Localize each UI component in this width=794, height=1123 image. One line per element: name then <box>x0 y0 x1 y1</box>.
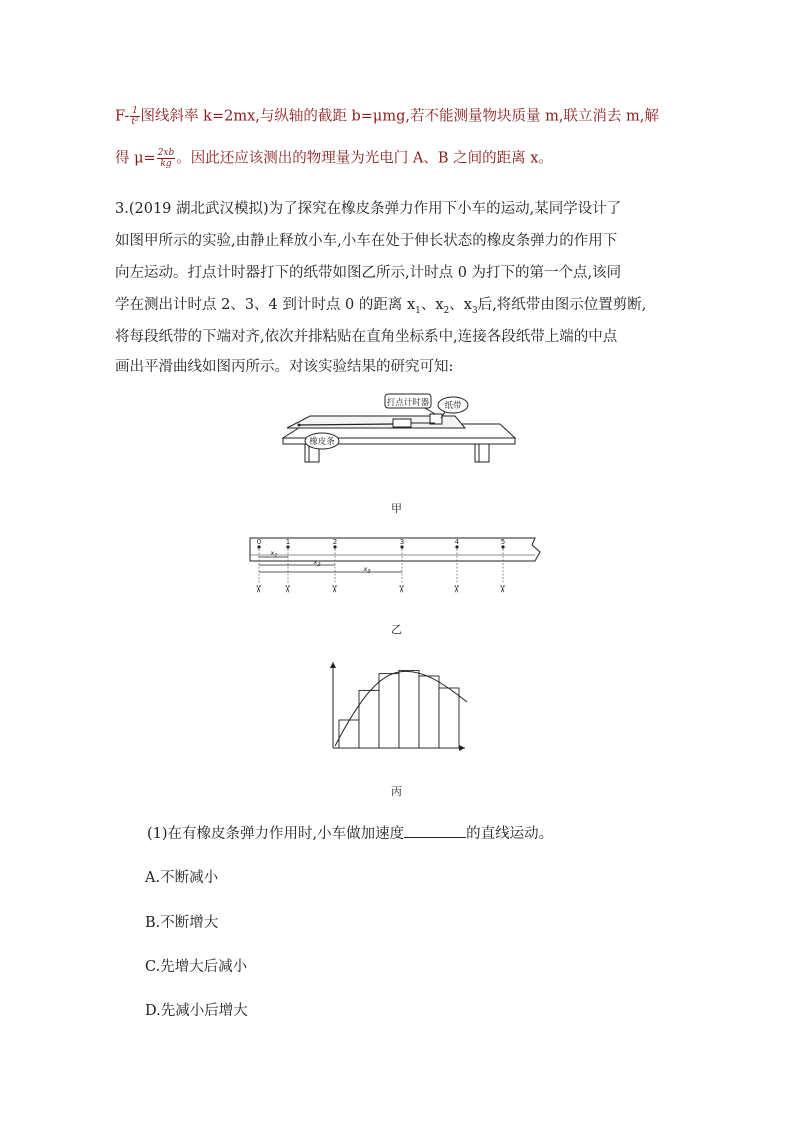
figure-yi-tape <box>245 535 550 600</box>
fraction-denominator: t² <box>131 117 139 127</box>
question-line-4-a: 学在测出计时点 2、3、4 到计时点 0 的距离 x <box>115 297 416 313</box>
caption-bing: 丙 <box>391 785 402 798</box>
subscript-2: 2 <box>443 305 450 316</box>
x3-label: $x_3$ <box>363 565 371 575</box>
x2-label: $x_2$ <box>313 558 321 568</box>
subscript-1: 1 <box>415 305 421 316</box>
scissors-icon: ✂ <box>252 584 263 594</box>
x-axis-arrow <box>459 745 465 751</box>
bar-2 <box>379 674 399 748</box>
fraction-numerator: 2xb <box>157 148 175 158</box>
question-line-4-b: 、x <box>420 297 444 313</box>
bar-1 <box>359 690 379 748</box>
caption-yi: 乙 <box>391 623 402 636</box>
option-c: C.先增大后减小 <box>145 959 248 975</box>
question-line-4-c: 、x <box>449 297 472 313</box>
question-line-6: 画出平滑曲线如图丙所示。对该实验结果的研究可知: <box>115 359 454 375</box>
question-line-4 <box>115 295 646 321</box>
subscript-3: 3 <box>471 305 478 316</box>
fraction-2xb-over-kg <box>157 148 176 169</box>
solution-text-1: 图线斜率 k=2mx,与纵轴的截距 b=μmg,若不能测量物块质量 m,联立消去 m,解 <box>140 108 659 125</box>
tape-point-label-3: 3 <box>399 538 405 546</box>
solution-line-2 <box>115 148 553 169</box>
fraction-numerator: 1 <box>132 106 138 116</box>
fraction-1-over-t2 <box>130 106 139 127</box>
tape-point-label-1: 1 <box>285 538 291 546</box>
question-line-1: 3.(2019 湖北武汉模拟)为了探究在橡皮条弹力作用下小车的运动,某同学设计了 <box>115 201 622 217</box>
question-line-2: 如图甲所示的实验,由静止释放小车,小车在处于伸长状态的橡皮条弹力的作用下 <box>115 233 618 249</box>
callout-tape-label: 纸带 <box>444 401 462 411</box>
car <box>393 419 411 427</box>
tape-point-label-5: 5 <box>500 538 506 546</box>
callout-rubber-label: 橡皮条 <box>309 437 335 447</box>
bar-4 <box>419 676 439 748</box>
figure-bing-graph <box>325 660 470 760</box>
bar-3 <box>399 670 419 748</box>
question-line-4-d: 后,将纸带由图示位置剪断, <box>477 297 647 313</box>
fraction-denominator: kg <box>160 159 172 169</box>
scissors-icon: ✂ <box>395 584 406 594</box>
scissors-icon: ✂ <box>450 584 461 594</box>
callout-timer-label: 打点计时器 <box>386 398 430 408</box>
solution-text-2: 。因此还应该测出的物理量为光电门 A、B 之间的距离 x。 <box>176 150 553 167</box>
question-line-3: 向左运动。打点计时器打下的纸带如图乙所示,计时点 0 为打下的第一个点,该同 <box>115 265 622 281</box>
solution-line-1 <box>115 106 659 127</box>
stem-text-b: 的直线运动。 <box>466 826 554 842</box>
stem-text-a: (1)在有橡皮条弹力作用时,小车做加速度 <box>147 826 405 842</box>
scissors-icon: ✂ <box>328 584 339 594</box>
tape-outline <box>250 538 540 561</box>
option-b: B.不断增大 <box>145 915 219 931</box>
bars <box>339 670 459 748</box>
solution-formula-prefix: F- <box>115 108 130 125</box>
solution-formula-mu: 得 μ= <box>115 150 156 167</box>
scissors-icon: ✂ <box>281 584 292 594</box>
rubber-band-anchor <box>298 424 301 427</box>
question-line-5: 将每段纸带的下端对齐,依次并排粘贴在直角坐标系中,连接各段纸带上端的中点 <box>115 329 618 345</box>
callout-pointer <box>425 408 435 414</box>
answer-blank <box>404 823 466 838</box>
figure-jia-apparatus <box>275 388 520 478</box>
caption-jia: 甲 <box>391 502 402 515</box>
option-a: A.不断减小 <box>145 870 219 886</box>
tape-point-label-4: 4 <box>454 538 460 546</box>
x1-label: $x_1$ <box>270 549 278 559</box>
sub-question-stem <box>147 823 553 844</box>
bar-5 <box>439 688 459 748</box>
table-leg-right <box>475 444 489 462</box>
option-d: D.先减小后增大 <box>145 1003 248 1019</box>
y-axis-arrow <box>330 662 336 668</box>
tape-point-label-2: 2 <box>332 538 338 546</box>
scissors-icon: ✂ <box>496 584 507 594</box>
tape-point-label-0: 0 <box>256 538 262 546</box>
